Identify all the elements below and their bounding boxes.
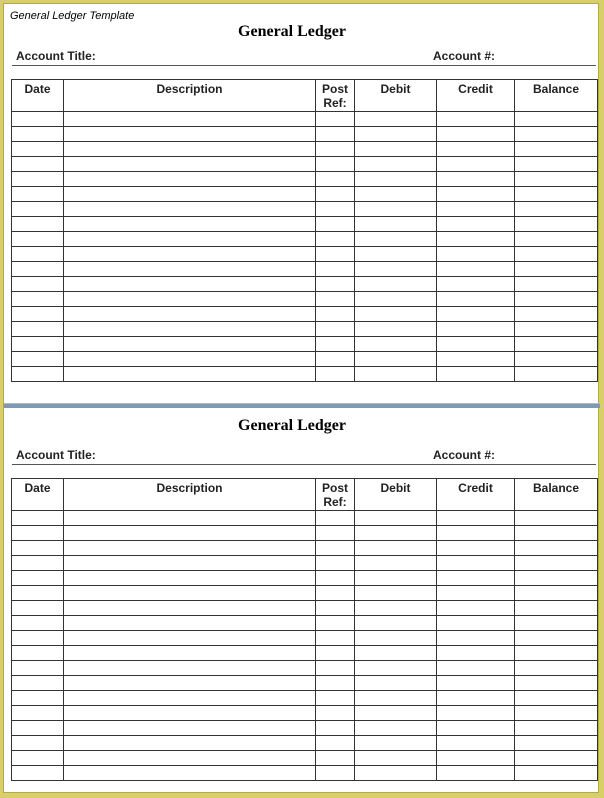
ledger-cell[interactable] [437,676,515,691]
ledger-cell[interactable] [515,631,598,646]
ledger-cell[interactable] [12,706,64,721]
ledger-cell[interactable] [355,721,437,736]
ledger-row [12,262,598,277]
ledger-cell[interactable] [515,127,598,142]
ledger-cell[interactable] [316,367,355,382]
ledger-cell[interactable] [515,307,598,322]
ledger-cell[interactable] [515,526,598,541]
ledger-cell[interactable] [437,112,515,127]
ledger-cell[interactable] [437,541,515,556]
ledger-cell[interactable] [437,337,515,352]
ledger-row [12,157,598,172]
ledger-cell[interactable] [64,601,316,616]
ledger-cell[interactable] [64,307,316,322]
ledger-cell[interactable] [12,691,64,706]
account-title-label: Account Title: [16,448,96,462]
ledger-cell[interactable] [437,736,515,751]
col-description: Description [64,80,316,112]
ledger-cell[interactable] [64,631,316,646]
ledger-cell[interactable] [12,616,64,631]
ledger-cell[interactable] [515,352,598,367]
ledger-cell[interactable] [316,142,355,157]
ledger-cell[interactable] [437,601,515,616]
ledger-cell[interactable] [355,277,437,292]
ledger-cell[interactable] [12,556,64,571]
ledger-cell[interactable] [316,112,355,127]
ledger-cell[interactable] [316,157,355,172]
account-underline [12,65,596,66]
ledger-cell[interactable] [355,511,437,526]
ledger-cell[interactable] [316,676,355,691]
ledger-cell[interactable] [515,586,598,601]
ledger-cell[interactable] [64,277,316,292]
ledger-cell[interactable] [12,511,64,526]
ledger-cell[interactable] [316,661,355,676]
ledger-cell[interactable] [515,157,598,172]
ledger-cell[interactable] [355,292,437,307]
ledger-row [12,292,598,307]
template-caption: General Ledger Template [10,10,135,22]
ledger-cell[interactable] [316,127,355,142]
ledger-row [12,511,598,526]
ledger-cell[interactable] [355,367,437,382]
col-balance: Balance [515,80,598,112]
ledger-row [12,556,598,571]
ledger-row [12,691,598,706]
ledger-cell[interactable] [316,187,355,202]
ledger-cell[interactable] [316,631,355,646]
ledger-row [12,601,598,616]
ledger-row [12,706,598,721]
col-date: Date [12,479,64,511]
ledger-cell[interactable] [316,601,355,616]
ledger-cell[interactable] [515,172,598,187]
ledger-cell[interactable] [316,202,355,217]
page-frame [3,3,599,793]
ledger-cell[interactable] [437,616,515,631]
ledger-row [12,277,598,292]
ledger-cell[interactable] [12,292,64,307]
ledger-cell[interactable] [12,157,64,172]
ledger-cell[interactable] [64,217,316,232]
ledger-cell[interactable] [316,247,355,262]
ledger-cell[interactable] [355,571,437,586]
ledger-row [12,307,598,322]
ledger-cell[interactable] [515,337,598,352]
ledger-cell[interactable] [515,511,598,526]
ledger-cell[interactable] [12,277,64,292]
ledger-cell[interactable] [437,262,515,277]
ledger-cell[interactable] [64,646,316,661]
ledger-cell[interactable] [515,646,598,661]
ledger-cell[interactable] [437,232,515,247]
ledger-cell[interactable] [316,292,355,307]
ledger-cell[interactable] [64,292,316,307]
ledger-cell[interactable] [355,751,437,766]
ledger-cell[interactable] [437,661,515,676]
ledger-cell[interactable] [12,661,64,676]
ledger-cell[interactable] [316,277,355,292]
ledger-cell[interactable] [12,142,64,157]
ledger-cell[interactable] [64,367,316,382]
ledger-cell[interactable] [12,766,64,781]
ledger-cell[interactable] [355,646,437,661]
ledger-cell[interactable] [64,352,316,367]
ledger-cell[interactable] [437,367,515,382]
ledger-cell[interactable] [515,616,598,631]
ledger-cell[interactable] [437,766,515,781]
ledger-row [12,232,598,247]
ledger-cell[interactable] [355,766,437,781]
ledger-cell[interactable] [64,541,316,556]
ledger-row [12,367,598,382]
ledger-cell[interactable] [64,691,316,706]
ledger-cell[interactable] [437,172,515,187]
ledger-cell[interactable] [64,526,316,541]
account-number-label: Account #: [433,49,496,63]
ledger-cell[interactable] [64,616,316,631]
ledger-title: General Ledger [238,417,346,434]
ledger-cell[interactable] [12,367,64,382]
ledger-cell[interactable] [515,247,598,262]
ledger-cell[interactable] [12,526,64,541]
ledger-cell[interactable] [355,526,437,541]
col-post-ref: Post Ref: [316,479,355,511]
ledger-cell[interactable] [355,262,437,277]
ledger-cell[interactable] [64,202,316,217]
ledger-cell[interactable] [316,766,355,781]
ledger-cell[interactable] [12,112,64,127]
ledger-cell[interactable] [12,646,64,661]
ledger-cell[interactable] [437,526,515,541]
ledger-row [12,766,598,781]
ledger-cell[interactable] [316,646,355,661]
ledger-row [12,352,598,367]
ledger-cell[interactable] [64,556,316,571]
ledger-cell[interactable] [64,676,316,691]
ledger-cell[interactable] [437,586,515,601]
ledger-cell[interactable] [355,736,437,751]
account-underline [12,464,596,465]
ledger-cell[interactable] [12,307,64,322]
header-row [12,479,598,511]
ledger-body [12,112,598,382]
ledger-cell[interactable] [12,202,64,217]
ledger-cell[interactable] [437,721,515,736]
ledger-cell[interactable] [64,157,316,172]
col-description: Description [64,479,316,511]
ledger-cell[interactable] [515,217,598,232]
ledger-cell[interactable] [64,706,316,721]
ledger-row [12,676,598,691]
ledger-cell[interactable] [12,541,64,556]
ledger-cell[interactable] [64,337,316,352]
ledger-cell[interactable] [355,706,437,721]
ledger-row [12,541,598,556]
ledger-cell[interactable] [355,232,437,247]
ledger-row [12,661,598,676]
ledger-cell[interactable] [12,187,64,202]
ledger-row [12,526,598,541]
ledger-cell[interactable] [64,127,316,142]
ledger-cell[interactable] [515,661,598,676]
col-debit: Debit [355,80,437,112]
ledger-cell[interactable] [437,751,515,766]
ledger-cell[interactable] [64,571,316,586]
ledger-cell[interactable] [437,247,515,262]
ledger-cell[interactable] [355,127,437,142]
ledger-table [11,478,598,781]
ledger-cell[interactable] [12,736,64,751]
ledger-cell[interactable] [437,202,515,217]
ledger-row [12,172,598,187]
ledger-cell[interactable] [355,247,437,262]
section-divider [4,403,600,408]
ledger-cell[interactable] [64,232,316,247]
ledger-cell[interactable] [355,586,437,601]
ledger-cell[interactable] [12,262,64,277]
ledger-cell[interactable] [12,751,64,766]
account-number-label: Account #: [433,448,496,462]
ledger-cell[interactable] [64,142,316,157]
ledger-cell[interactable] [437,142,515,157]
ledger-cell[interactable] [12,721,64,736]
ledger-cell[interactable] [64,511,316,526]
ledger-cell[interactable] [64,262,316,277]
ledger-cell[interactable] [316,172,355,187]
ledger-cell[interactable] [12,631,64,646]
ledger-cell[interactable] [437,691,515,706]
ledger-cell[interactable] [515,676,598,691]
ledger-cell[interactable] [515,766,598,781]
ledger-cell[interactable] [437,307,515,322]
ledger-cell[interactable] [515,691,598,706]
ledger-cell[interactable] [515,571,598,586]
col-date: Date [12,80,64,112]
ledger-cell[interactable] [515,262,598,277]
ledger-cell[interactable] [515,721,598,736]
ledger-cell[interactable] [355,337,437,352]
ledger-cell[interactable] [12,247,64,262]
ledger-row [12,112,598,127]
ledger-cell[interactable] [64,112,316,127]
ledger-cell[interactable] [316,541,355,556]
ledger-cell[interactable] [64,736,316,751]
ledger-cell[interactable] [64,322,316,337]
ledger-cell[interactable] [12,337,64,352]
ledger-cell[interactable] [316,586,355,601]
ledger-cell[interactable] [12,217,64,232]
ledger-cell[interactable] [316,322,355,337]
ledger-cell[interactable] [355,187,437,202]
ledger-row [12,322,598,337]
ledger-cell[interactable] [355,691,437,706]
ledger-row [12,142,598,157]
col-debit: Debit [355,479,437,511]
ledger-cell[interactable] [12,352,64,367]
col-post-ref: Post Ref: [316,80,355,112]
ledger-cell[interactable] [355,631,437,646]
ledger-cell[interactable] [12,127,64,142]
ledger-cell[interactable] [355,322,437,337]
ledger-cell[interactable] [12,172,64,187]
ledger-cell[interactable] [316,232,355,247]
ledger-cell[interactable] [515,232,598,247]
ledger-cell[interactable] [515,322,598,337]
ledger-cell[interactable] [437,631,515,646]
ledger-cell[interactable] [316,352,355,367]
ledger-cell[interactable] [355,172,437,187]
ledger-cell[interactable] [515,601,598,616]
ledger-cell[interactable] [355,661,437,676]
ledger-cell[interactable] [355,142,437,157]
ledger-row [12,187,598,202]
ledger-row [12,217,598,232]
ledger-cell[interactable] [355,202,437,217]
ledger-cell[interactable] [515,706,598,721]
ledger-cell[interactable] [355,112,437,127]
ledger-row [12,202,598,217]
ledger-cell[interactable] [437,277,515,292]
ledger-cell[interactable] [437,157,515,172]
ledger-cell[interactable] [316,751,355,766]
ledger-row [12,337,598,352]
account-title-label: Account Title: [16,49,96,63]
ledger-title: General Ledger [238,23,346,40]
ledger-cell[interactable] [355,556,437,571]
ledger-cell[interactable] [316,556,355,571]
ledger-cell[interactable] [515,202,598,217]
ledger-cell[interactable] [316,721,355,736]
ledger-cell[interactable] [64,172,316,187]
ledger-cell[interactable] [355,541,437,556]
ledger-row [12,631,598,646]
ledger-cell[interactable] [64,661,316,676]
ledger-row [12,616,598,631]
ledger-cell[interactable] [515,556,598,571]
ledger-row [12,247,598,262]
ledger-cell[interactable] [64,586,316,601]
col-balance: Balance [515,479,598,511]
ledger-cell[interactable] [12,586,64,601]
ledger-cell[interactable] [515,541,598,556]
ledger-cell[interactable] [316,511,355,526]
col-credit: Credit [437,479,515,511]
ledger-cell[interactable] [316,706,355,721]
ledger-cell[interactable] [316,307,355,322]
ledger-cell[interactable] [355,616,437,631]
ledger-cell[interactable] [12,571,64,586]
ledger-cell[interactable] [437,646,515,661]
ledger-cell[interactable] [64,766,316,781]
ledger-cell[interactable] [437,352,515,367]
ledger-cell[interactable] [355,307,437,322]
ledger-cell[interactable] [437,292,515,307]
ledger-cell[interactable] [64,187,316,202]
ledger-cell[interactable] [355,601,437,616]
ledger-row [12,721,598,736]
col-credit: Credit [437,80,515,112]
ledger-cell[interactable] [437,217,515,232]
ledger-cell[interactable] [316,217,355,232]
ledger-row [12,646,598,661]
ledger-row [12,751,598,766]
ledger-cell[interactable] [437,556,515,571]
ledger-cell[interactable] [64,751,316,766]
ledger-cell[interactable] [437,322,515,337]
ledger-cell[interactable] [12,676,64,691]
ledger-cell[interactable] [515,142,598,157]
ledger-cell[interactable] [515,736,598,751]
ledger-cell[interactable] [437,127,515,142]
ledger-cell[interactable] [515,292,598,307]
ledger-row [12,571,598,586]
ledger-row [12,127,598,142]
ledger-cell[interactable] [515,187,598,202]
ledger-cell[interactable] [316,571,355,586]
ledger-cell[interactable] [355,217,437,232]
ledger-cell[interactable] [12,322,64,337]
ledger-cell[interactable] [515,277,598,292]
ledger-cell[interactable] [355,157,437,172]
ledger-cell[interactable] [515,112,598,127]
ledger-row [12,736,598,751]
ledger-cell[interactable] [316,526,355,541]
ledger-cell[interactable] [515,367,598,382]
ledger-cell[interactable] [316,736,355,751]
ledger-cell[interactable] [355,352,437,367]
ledger-cell[interactable] [316,691,355,706]
ledger-cell[interactable] [316,616,355,631]
ledger-cell[interactable] [437,511,515,526]
ledger-cell[interactable] [437,571,515,586]
ledger-cell[interactable] [316,262,355,277]
ledger-cell[interactable] [12,232,64,247]
ledger-cell[interactable] [316,337,355,352]
ledger-cell[interactable] [64,247,316,262]
ledger-cell[interactable] [515,751,598,766]
header-row [12,80,598,112]
ledger-cell[interactable] [437,187,515,202]
ledger-body [12,511,598,781]
ledger-cell[interactable] [437,706,515,721]
ledger-cell[interactable] [64,721,316,736]
ledger-table [11,79,598,382]
ledger-cell[interactable] [12,601,64,616]
ledger-row [12,586,598,601]
ledger-cell[interactable] [355,676,437,691]
